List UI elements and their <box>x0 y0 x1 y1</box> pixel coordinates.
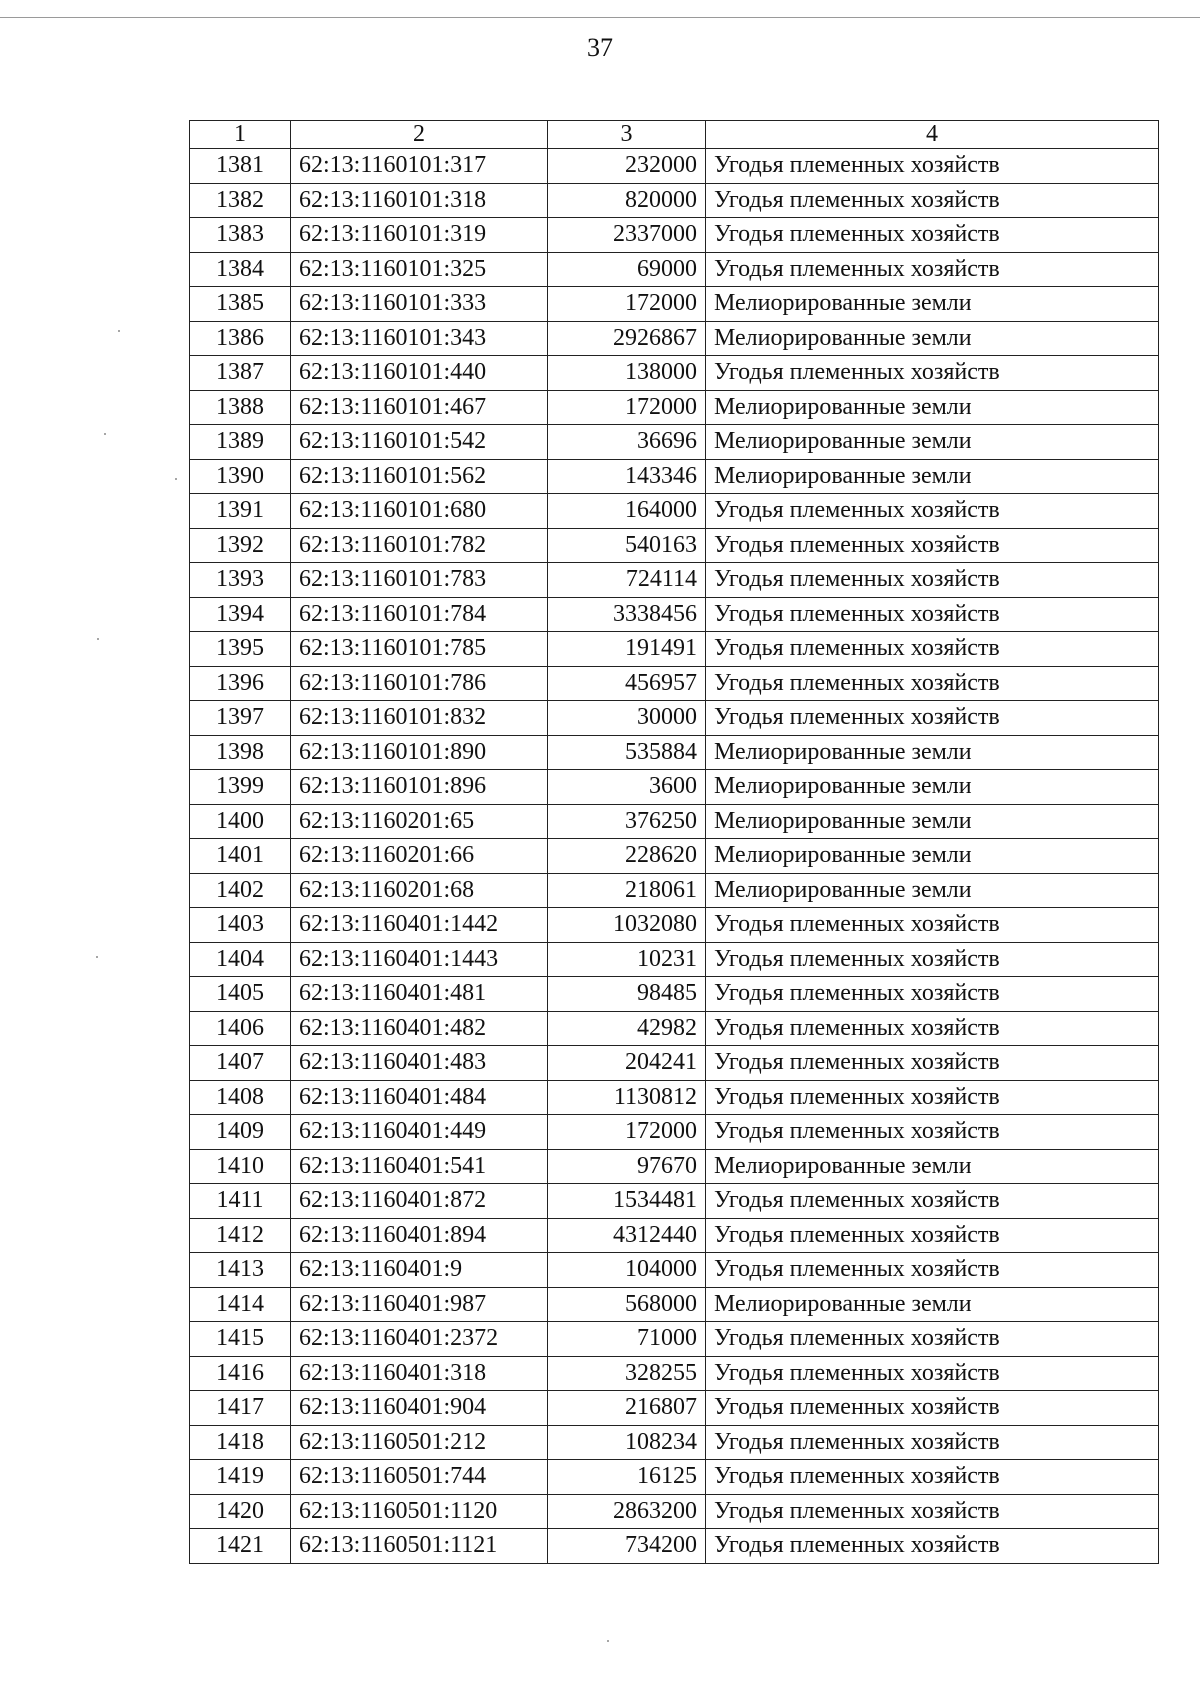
row-number: 1409 <box>190 1115 291 1150</box>
table-row <box>190 942 1159 977</box>
area-value: 232000 <box>548 149 706 184</box>
row-number: 1390 <box>190 459 291 494</box>
land-category: Угодья племенных хозяйств <box>706 666 1159 701</box>
cadastral-number: 62:13:1160401:1443 <box>291 942 548 977</box>
cadastral-number: 62:13:1160501:1121 <box>291 1529 548 1564</box>
row-number: 1405 <box>190 977 291 1012</box>
cadastral-number: 62:13:1160501:1120 <box>291 1494 548 1529</box>
table-row <box>190 873 1159 908</box>
table-row <box>190 804 1159 839</box>
land-category: Угодья племенных хозяйств <box>706 494 1159 529</box>
area-value: 104000 <box>548 1253 706 1288</box>
land-category: Угодья племенных хозяйств <box>706 977 1159 1012</box>
row-number: 1411 <box>190 1184 291 1219</box>
table-body <box>190 149 1159 1564</box>
area-value: 1130812 <box>548 1080 706 1115</box>
table-row <box>190 1391 1159 1426</box>
land-category: Угодья племенных хозяйств <box>706 1391 1159 1426</box>
row-number: 1388 <box>190 390 291 425</box>
cadastral-number: 62:13:1160401:449 <box>291 1115 548 1150</box>
land-category: Угодья племенных хозяйств <box>706 1253 1159 1288</box>
land-category: Угодья племенных хозяйств <box>706 1494 1159 1529</box>
land-category: Угодья племенных хозяйств <box>706 908 1159 943</box>
table-row <box>190 494 1159 529</box>
area-value: 4312440 <box>548 1218 706 1253</box>
row-number: 1384 <box>190 252 291 287</box>
table-row <box>190 252 1159 287</box>
row-number: 1420 <box>190 1494 291 1529</box>
land-category: Угодья племенных хозяйств <box>706 1011 1159 1046</box>
scan-speck <box>175 478 177 480</box>
cadastral-number: 62:13:1160101:785 <box>291 632 548 667</box>
land-category: Угодья племенных хозяйств <box>706 1322 1159 1357</box>
land-category: Угодья племенных хозяйств <box>706 563 1159 598</box>
cadastral-number: 62:13:1160401:481 <box>291 977 548 1012</box>
table-row <box>190 287 1159 322</box>
land-category: Угодья племенных хозяйств <box>706 356 1159 391</box>
area-value: 42982 <box>548 1011 706 1046</box>
cadastral-number: 62:13:1160201:66 <box>291 839 548 874</box>
land-category: Мелиорированные земли <box>706 873 1159 908</box>
table-row <box>190 770 1159 805</box>
row-number: 1407 <box>190 1046 291 1081</box>
table-row <box>190 459 1159 494</box>
cadastral-number: 62:13:1160401:2372 <box>291 1322 548 1357</box>
table-row <box>190 1494 1159 1529</box>
row-number: 1401 <box>190 839 291 874</box>
land-category: Мелиорированные земли <box>706 770 1159 805</box>
land-category: Угодья племенных хозяйств <box>706 1425 1159 1460</box>
area-value: 734200 <box>548 1529 706 1564</box>
cadastral-number: 62:13:1160101:896 <box>291 770 548 805</box>
land-category: Мелиорированные земли <box>706 321 1159 356</box>
row-number: 1415 <box>190 1322 291 1357</box>
area-value: 108234 <box>548 1425 706 1460</box>
row-number: 1389 <box>190 425 291 460</box>
table-row <box>190 977 1159 1012</box>
table-row <box>190 528 1159 563</box>
land-category: Мелиорированные земли <box>706 459 1159 494</box>
table-row <box>190 183 1159 218</box>
cadastral-number: 62:13:1160401:483 <box>291 1046 548 1081</box>
area-value: 1032080 <box>548 908 706 943</box>
area-value: 535884 <box>548 735 706 770</box>
row-number: 1403 <box>190 908 291 943</box>
table-row <box>190 666 1159 701</box>
column-header-3: 3 <box>548 121 706 149</box>
scan-top-edge <box>0 17 1200 18</box>
page-number: 37 <box>587 33 613 62</box>
table-row <box>190 908 1159 943</box>
land-category: Угодья племенных хозяйств <box>706 183 1159 218</box>
cadastral-number: 62:13:1160101:542 <box>291 425 548 460</box>
row-number: 1381 <box>190 149 291 184</box>
land-category: Мелиорированные земли <box>706 425 1159 460</box>
area-value: 69000 <box>548 252 706 287</box>
row-number: 1417 <box>190 1391 291 1426</box>
cadastral-number: 62:13:1160401:318 <box>291 1356 548 1391</box>
land-category: Угодья племенных хозяйств <box>706 942 1159 977</box>
cadastral-number: 62:13:1160401:904 <box>291 1391 548 1426</box>
land-category: Угодья племенных хозяйств <box>706 701 1159 736</box>
table-row <box>190 735 1159 770</box>
scan-speck <box>607 1640 609 1642</box>
cadastral-number: 62:13:1160401:541 <box>291 1149 548 1184</box>
area-value: 97670 <box>548 1149 706 1184</box>
land-category: Угодья племенных хозяйств <box>706 1460 1159 1495</box>
table-row <box>190 1184 1159 1219</box>
table-row <box>190 632 1159 667</box>
area-value: 98485 <box>548 977 706 1012</box>
land-category: Угодья племенных хозяйств <box>706 1218 1159 1253</box>
area-value: 172000 <box>548 287 706 322</box>
row-number: 1418 <box>190 1425 291 1460</box>
land-category: Угодья племенных хозяйств <box>706 218 1159 253</box>
area-value: 228620 <box>548 839 706 874</box>
area-value: 30000 <box>548 701 706 736</box>
row-number: 1382 <box>190 183 291 218</box>
table-row <box>190 1425 1159 1460</box>
row-number: 1419 <box>190 1460 291 1495</box>
land-category: Угодья племенных хозяйств <box>706 597 1159 632</box>
cadastral-number: 62:13:1160101:890 <box>291 735 548 770</box>
table-row <box>190 149 1159 184</box>
row-number: 1394 <box>190 597 291 632</box>
cadastral-number: 62:13:1160101:784 <box>291 597 548 632</box>
area-value: 10231 <box>548 942 706 977</box>
area-value: 143346 <box>548 459 706 494</box>
area-value: 328255 <box>548 1356 706 1391</box>
land-category: Угодья племенных хозяйств <box>706 1356 1159 1391</box>
area-value: 456957 <box>548 666 706 701</box>
table-row <box>190 1529 1159 1564</box>
area-value: 16125 <box>548 1460 706 1495</box>
area-value: 138000 <box>548 356 706 391</box>
cadastral-number: 62:13:1160401:1442 <box>291 908 548 943</box>
table-row <box>190 1115 1159 1150</box>
row-number: 1395 <box>190 632 291 667</box>
table-row <box>190 1080 1159 1115</box>
row-number: 1402 <box>190 873 291 908</box>
area-value: 191491 <box>548 632 706 667</box>
area-value: 218061 <box>548 873 706 908</box>
row-number: 1385 <box>190 287 291 322</box>
area-value: 724114 <box>548 563 706 598</box>
area-value: 568000 <box>548 1287 706 1322</box>
row-number: 1398 <box>190 735 291 770</box>
row-number: 1387 <box>190 356 291 391</box>
cadastral-number: 62:13:1160101:832 <box>291 701 548 736</box>
table-row <box>190 1460 1159 1495</box>
cadastral-number: 62:13:1160401:894 <box>291 1218 548 1253</box>
cadastral-number: 62:13:1160101:318 <box>291 183 548 218</box>
area-value: 172000 <box>548 390 706 425</box>
cadastral-number: 62:13:1160101:319 <box>291 218 548 253</box>
land-category: Мелиорированные земли <box>706 735 1159 770</box>
land-category: Угодья племенных хозяйств <box>706 149 1159 184</box>
scan-speck <box>97 638 99 640</box>
land-category: Угодья племенных хозяйств <box>706 1184 1159 1219</box>
area-value: 1534481 <box>548 1184 706 1219</box>
cadastral-number: 62:13:1160401:987 <box>291 1287 548 1322</box>
area-value: 2863200 <box>548 1494 706 1529</box>
cadastral-number: 62:13:1160101:786 <box>291 666 548 701</box>
column-header-4: 4 <box>706 121 1159 149</box>
table-row <box>190 1253 1159 1288</box>
land-category: Угодья племенных хозяйств <box>706 1046 1159 1081</box>
cadastral-number: 62:13:1160101:680 <box>291 494 548 529</box>
table-header-row <box>190 121 1159 149</box>
cadastral-number: 62:13:1160101:783 <box>291 563 548 598</box>
area-value: 36696 <box>548 425 706 460</box>
row-number: 1392 <box>190 528 291 563</box>
land-category: Угодья племенных хозяйств <box>706 632 1159 667</box>
table-row <box>190 425 1159 460</box>
land-category: Мелиорированные земли <box>706 287 1159 322</box>
cadastral-number: 62:13:1160101:325 <box>291 252 548 287</box>
cadastral-number: 62:13:1160501:744 <box>291 1460 548 1495</box>
land-category: Мелиорированные земли <box>706 390 1159 425</box>
land-category: Мелиорированные земли <box>706 1287 1159 1322</box>
table-row <box>190 218 1159 253</box>
row-number: 1397 <box>190 701 291 736</box>
row-number: 1386 <box>190 321 291 356</box>
table-row <box>190 563 1159 598</box>
table-row <box>190 1011 1159 1046</box>
scan-speck <box>104 433 106 435</box>
row-number: 1421 <box>190 1529 291 1564</box>
land-category: Угодья племенных хозяйств <box>706 1080 1159 1115</box>
table-row <box>190 701 1159 736</box>
cadastral-number: 62:13:1160101:333 <box>291 287 548 322</box>
cadastral-number: 62:13:1160101:440 <box>291 356 548 391</box>
cadastral-number: 62:13:1160101:782 <box>291 528 548 563</box>
row-number: 1416 <box>190 1356 291 1391</box>
area-value: 216807 <box>548 1391 706 1426</box>
area-value: 172000 <box>548 1115 706 1150</box>
column-header-1: 1 <box>190 121 291 149</box>
cadastral-number: 62:13:1160101:467 <box>291 390 548 425</box>
table-row <box>190 597 1159 632</box>
table-row <box>190 1218 1159 1253</box>
land-category: Мелиорированные земли <box>706 839 1159 874</box>
area-value: 540163 <box>548 528 706 563</box>
row-number: 1404 <box>190 942 291 977</box>
column-header-2: 2 <box>291 121 548 149</box>
area-value: 2337000 <box>548 218 706 253</box>
area-value: 3600 <box>548 770 706 805</box>
row-number: 1412 <box>190 1218 291 1253</box>
row-number: 1391 <box>190 494 291 529</box>
table-row <box>190 1322 1159 1357</box>
row-number: 1410 <box>190 1149 291 1184</box>
row-number: 1383 <box>190 218 291 253</box>
land-category: Угодья племенных хозяйств <box>706 1529 1159 1564</box>
cadastral-number: 62:13:1160501:212 <box>291 1425 548 1460</box>
cadastral-number: 62:13:1160401:9 <box>291 1253 548 1288</box>
row-number: 1396 <box>190 666 291 701</box>
area-value: 3338456 <box>548 597 706 632</box>
cadastral-number: 62:13:1160201:68 <box>291 873 548 908</box>
table-row <box>190 1149 1159 1184</box>
table-row <box>190 839 1159 874</box>
row-number: 1408 <box>190 1080 291 1115</box>
cadastral-number: 62:13:1160401:484 <box>291 1080 548 1115</box>
area-value: 71000 <box>548 1322 706 1357</box>
table-row <box>190 356 1159 391</box>
table-row <box>190 1287 1159 1322</box>
area-value: 204241 <box>548 1046 706 1081</box>
parcel-table <box>189 120 1159 1564</box>
row-number: 1393 <box>190 563 291 598</box>
table-row <box>190 1046 1159 1081</box>
row-number: 1406 <box>190 1011 291 1046</box>
table-row <box>190 390 1159 425</box>
area-value: 2926867 <box>548 321 706 356</box>
cadastral-number: 62:13:1160201:65 <box>291 804 548 839</box>
row-number: 1399 <box>190 770 291 805</box>
cadastral-number: 62:13:1160401:872 <box>291 1184 548 1219</box>
table-row <box>190 321 1159 356</box>
area-value: 820000 <box>548 183 706 218</box>
land-category: Угодья племенных хозяйств <box>706 528 1159 563</box>
land-category: Мелиорированные земли <box>706 1149 1159 1184</box>
area-value: 164000 <box>548 494 706 529</box>
land-category: Мелиорированные земли <box>706 804 1159 839</box>
row-number: 1400 <box>190 804 291 839</box>
cadastral-number: 62:13:1160101:562 <box>291 459 548 494</box>
table-row <box>190 1356 1159 1391</box>
land-category: Угодья племенных хозяйств <box>706 252 1159 287</box>
area-value: 376250 <box>548 804 706 839</box>
row-number: 1413 <box>190 1253 291 1288</box>
scan-speck <box>118 330 120 332</box>
cadastral-number: 62:13:1160101:317 <box>291 149 548 184</box>
land-category: Угодья племенных хозяйств <box>706 1115 1159 1150</box>
cadastral-number: 62:13:1160101:343 <box>291 321 548 356</box>
scan-speck <box>96 956 98 958</box>
row-number: 1414 <box>190 1287 291 1322</box>
cadastral-number: 62:13:1160401:482 <box>291 1011 548 1046</box>
